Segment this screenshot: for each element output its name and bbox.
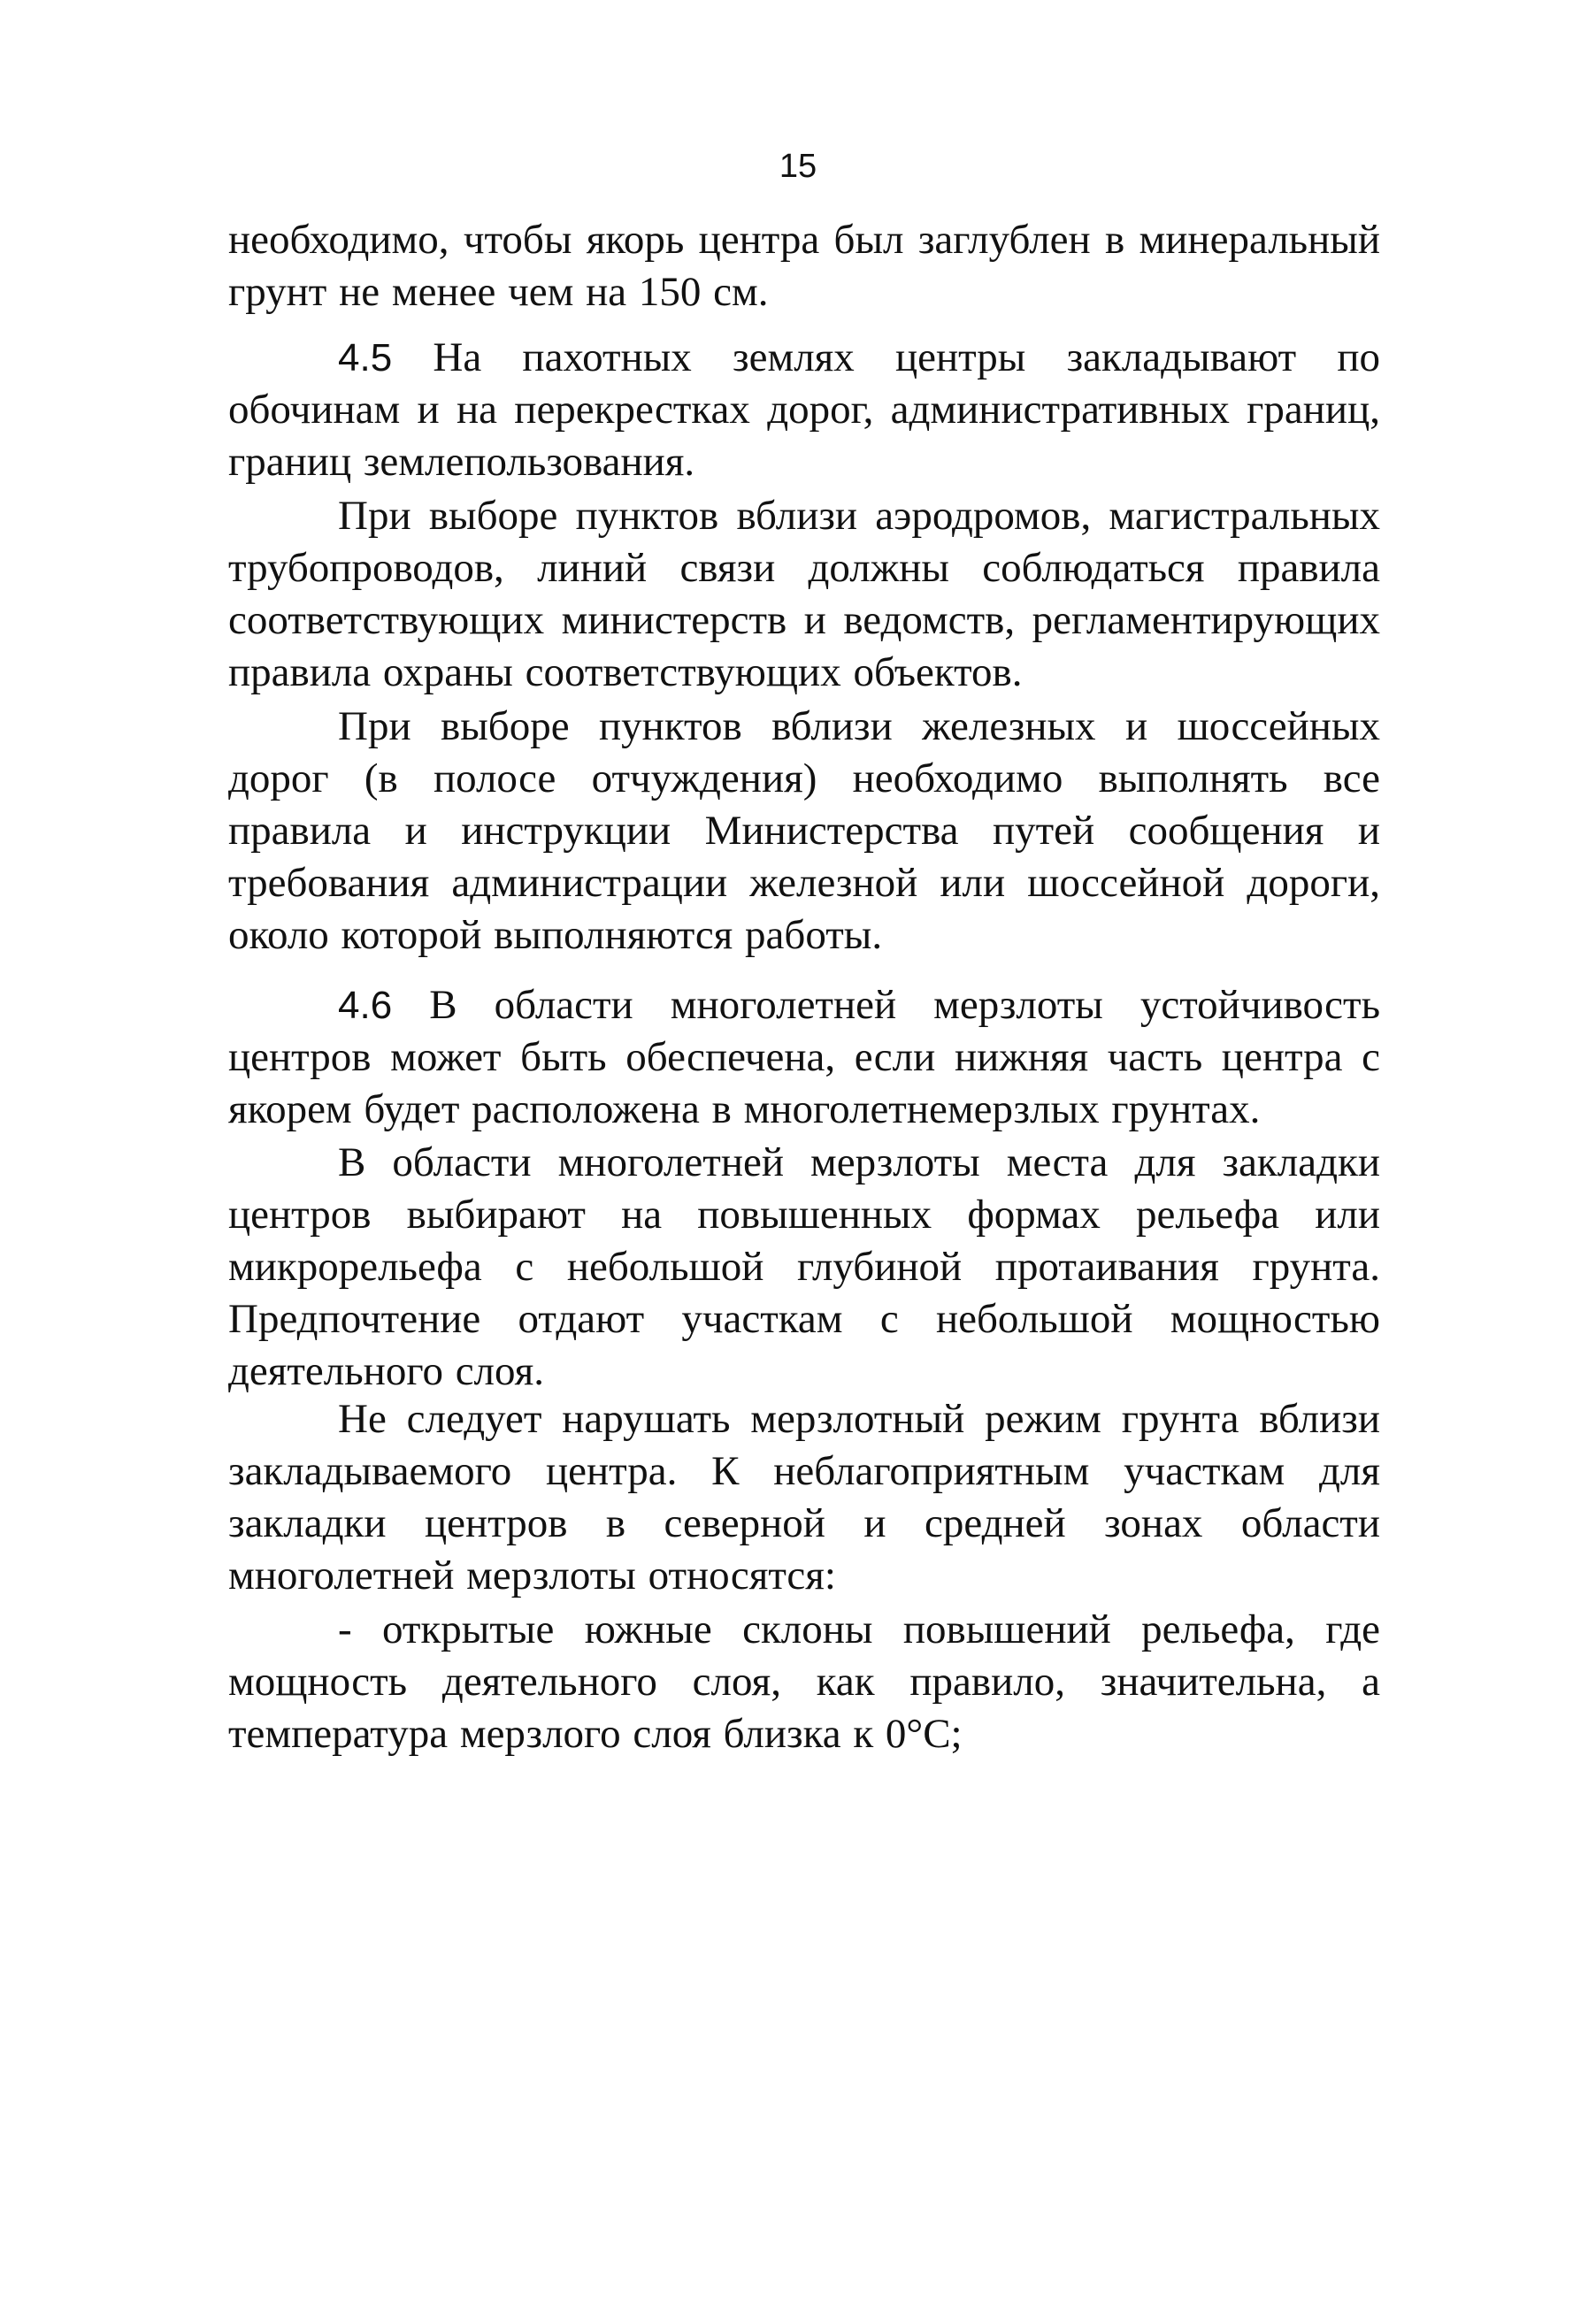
section-number: 4.5 — [338, 336, 393, 380]
paragraph-text-numbered — [228, 332, 1380, 488]
paragraph-text: В области многолетней мерзлоты места для закладки центров выбирают на повышенных формах рельефа или микрорельефа с небольшой глубиной протаивания грунта. Предпочтение отдают участкам с небольшой мощностью деятельного слоя. — [228, 1139, 1380, 1394]
paragraph-text: В области многолетней мерзлоты устойчивость центров может быть обеспечена, если нижняя часть центра с якорем будет расположена в многолетнемерзлых грунтах. — [228, 982, 1380, 1132]
paragraph-text: Не следует нарушать мерзлотный режим грунта вблизи закладываемого центра. К неблагоприятным участкам для закладки центров в северной и средней зонах области многолетней мерзлоты относятся: — [228, 1396, 1380, 1598]
paragraph-4 — [228, 701, 1380, 962]
paragraph-8 — [228, 1604, 1380, 1760]
paragraph-6 — [228, 1137, 1380, 1398]
paragraph-text: При выборе пунктов вблизи железных и шоссейных дорог (в полосе отчуждения) необходимо выполнять все правила и инструкции Министерства путей сообщения и требования администрации железной или шоссейной дороги, около которой выполняются работы. — [228, 703, 1380, 958]
section-number: 4.6 — [338, 984, 393, 1027]
paragraph-7 — [228, 1393, 1380, 1602]
paragraph-3 — [228, 490, 1380, 699]
paragraph-text: На пахотных землях центры закладывают по обочинам и на перекрестках дорог, административных границ, границ землепользования. — [228, 334, 1380, 485]
paragraph-5 — [228, 979, 1380, 1136]
paragraph-text-numbered — [228, 979, 1380, 1136]
paragraph-text: При выборе пунктов вблизи аэродромов, магистральных трубопроводов, линий связи должны соблюдаться правила соответствующих министерств и ведомств, регламентирующих правила охраны соответствующих объектов. — [228, 493, 1380, 695]
paragraph-1 — [228, 214, 1380, 318]
paragraph-text: необходимо, чтобы якорь центра был заглублен в минеральный грунт не менее чем на 150 см. — [228, 217, 1380, 315]
page-number: 15 — [779, 148, 817, 185]
paragraph-text: - открытые южные склоны повышений рельефа, где мощность деятельного слоя, как правило, значительна, а температура мерзлого слоя близка к 0°С; — [228, 1606, 1380, 1757]
paragraph-2 — [228, 332, 1380, 488]
